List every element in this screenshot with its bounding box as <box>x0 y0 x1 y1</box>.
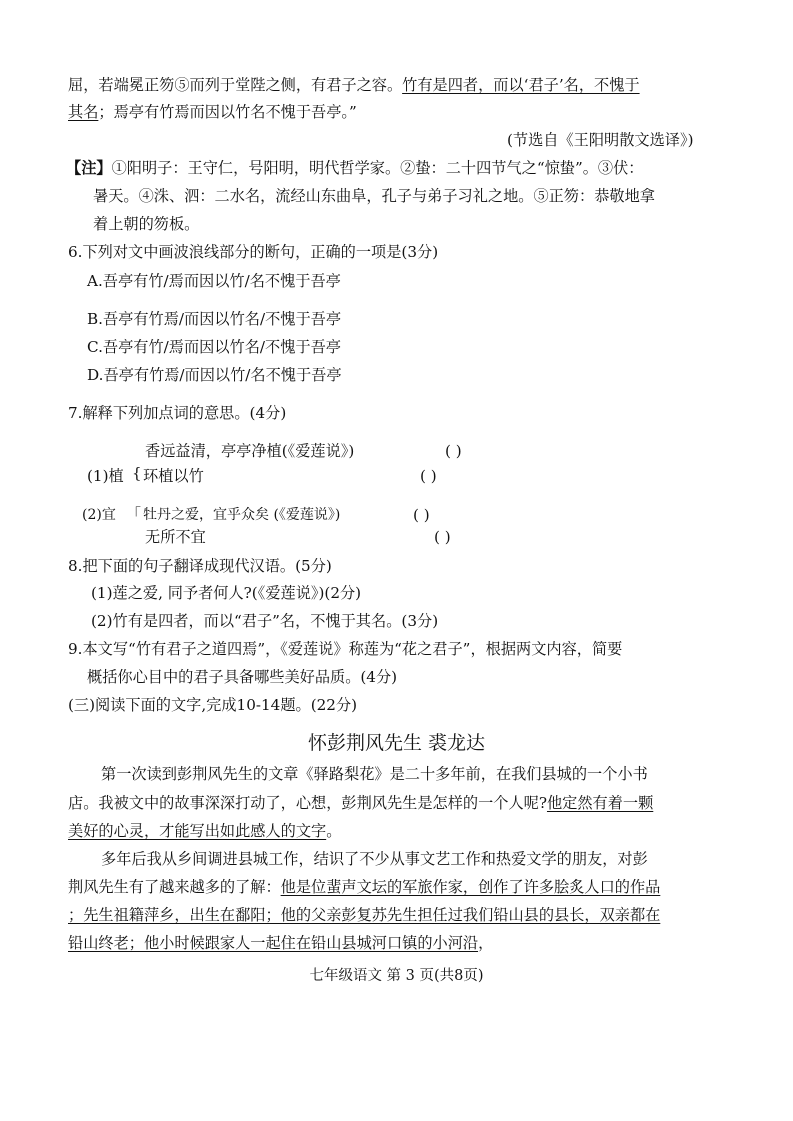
article-text: 荆风先生有了越来越多的了解： <box>68 878 281 896</box>
article-p2-line-4 <box>68 933 493 953</box>
underlined-text: 他是位蜚声文坛的军旅作家，创作了许多脍炙人口的作品 <box>280 878 661 896</box>
question-8-item-1: (1)莲之爱, 同予者何人?(《爱莲说》)(2分) <box>91 584 362 602</box>
notes-line-3: 着上朝的笏板。 <box>93 215 200 233</box>
article-p2-line-1: 多年后我从乡间调进县城工作，结识了不少从事文艺工作和热爱文学的朋友，对彭 <box>101 850 648 868</box>
article-text: 店。我被文中的故事深深打动了，心想，彭荆风先生是怎样的一个人呢? <box>68 794 547 812</box>
notes-line-1 <box>66 158 643 178</box>
article-p2-line-3 <box>68 905 660 925</box>
article-p1-line-3 <box>68 821 341 841</box>
underlined-text: 美好的心灵，才能写出如此感人的文字 <box>68 822 327 840</box>
passage-line-2 <box>68 102 357 122</box>
brace-icon: { <box>132 464 142 482</box>
section-heading: (三)阅读下面的文字,完成10-14题。(22分) <box>68 696 358 714</box>
passage-text: 屈，若端冕正笏⑤而列于堂陛之侧，有君子之容。 <box>68 76 403 94</box>
article-text: 。 <box>326 822 342 840</box>
passage-text: ；焉亭有竹焉而因以竹名不愧于吾亭。” <box>98 103 357 121</box>
passage-source: (节选自《王阳明散文选译》) <box>507 131 694 149</box>
underlined-text: 竹有是四者，而以‘君子’名，不愧于 <box>402 76 640 94</box>
article-p2-line-2 <box>68 877 660 897</box>
underlined-text: ；先生祖籍萍乡，出生在鄱阳；他的父亲彭复苏先生担任过我们铅山县的县长，双亲都在 <box>68 906 661 924</box>
passage-line-1 <box>68 75 640 95</box>
article-p1-line-1: 第一次读到彭荆风先生的文章《驿路梨花》是二十多年前，在我们县城的一个小书 <box>101 765 648 783</box>
notes-line-2: 暑天。④洙、泗：二水名，流经山东曲阜，孔子与弟子习礼之地。⑤正笏：恭敬地拿 <box>93 187 655 205</box>
question-7-item-1-top: 香远益清，亭亭净植(《爱莲说》) <box>145 442 355 460</box>
article-title: 怀彭荆风先生 裘龙达 <box>307 732 486 754</box>
answer-blank: ( ) <box>420 467 437 485</box>
question-8-stem: 8.把下面的句子翻译成现代汉语。(5分) <box>68 557 332 575</box>
question-6-stem: 6.下列对文中画波浪线部分的断句，正确的一项是(3分) <box>68 243 439 261</box>
page-footer: 七年级语文 第 3 页(共8页) <box>309 968 484 984</box>
underlined-text: 铅山终老；他小时候跟家人一起住在铅山县城河口镇的小河沿 <box>68 934 479 952</box>
article-text: ， <box>478 934 494 952</box>
answer-blank: ( ) <box>434 528 451 546</box>
notes-text: ①阳明子：王守仁，号阳明，明代哲学家。②蛰：二十四节气之“惊蛰”。③伏： <box>111 159 644 177</box>
question-7-item-1-bottom: 环植以竹 <box>143 467 204 485</box>
bracket-icon: 「 <box>126 505 142 523</box>
question-7-item-2-top: 牡丹之爱，宜乎众矣 (《爱莲说》) <box>143 507 341 523</box>
notes-label: 【注】 <box>66 159 112 177</box>
question-8-item-2: (2)竹有是四者，而以“君子”名，不愧于其名。(3分) <box>91 612 439 630</box>
answer-blank: ( ) <box>445 442 462 460</box>
question-9-line-1: 9.本文写“竹有君子之道四焉”，《爱莲说》称莲为“花之君子”，根据两文内容，简要 <box>68 640 623 658</box>
question-6-option-a: A.吾亭有竹/焉而因以竹/名不愧于吾亭 <box>87 272 341 290</box>
question-6-option-d: D.吾亭有竹焉/而因以竹/名不愧于吾亭 <box>87 366 342 384</box>
underlined-text: 他定然有着一颗 <box>546 794 654 812</box>
question-7-item-2-label: (2)宜 <box>82 507 116 523</box>
answer-blank: ( ) <box>413 506 430 524</box>
question-6-option-b: B.吾亭有竹焉/而因以竹名/不愧于吾亭 <box>87 310 342 328</box>
question-9-line-2: 概括你心目中的君子具备哪些美好品质。(4分) <box>87 668 398 686</box>
question-7-item-1-label: (1)植 <box>87 467 124 485</box>
question-7-stem: 7.解释下列加点词的意思。(4分) <box>68 404 287 422</box>
underlined-text: 其名 <box>68 103 99 121</box>
question-7-item-2-bottom: 无所不宜 <box>145 528 206 546</box>
question-6-option-c: C.吾亭有竹/焉而因以竹名/不愧于吾亭 <box>87 338 341 356</box>
article-p1-line-2 <box>68 793 653 813</box>
